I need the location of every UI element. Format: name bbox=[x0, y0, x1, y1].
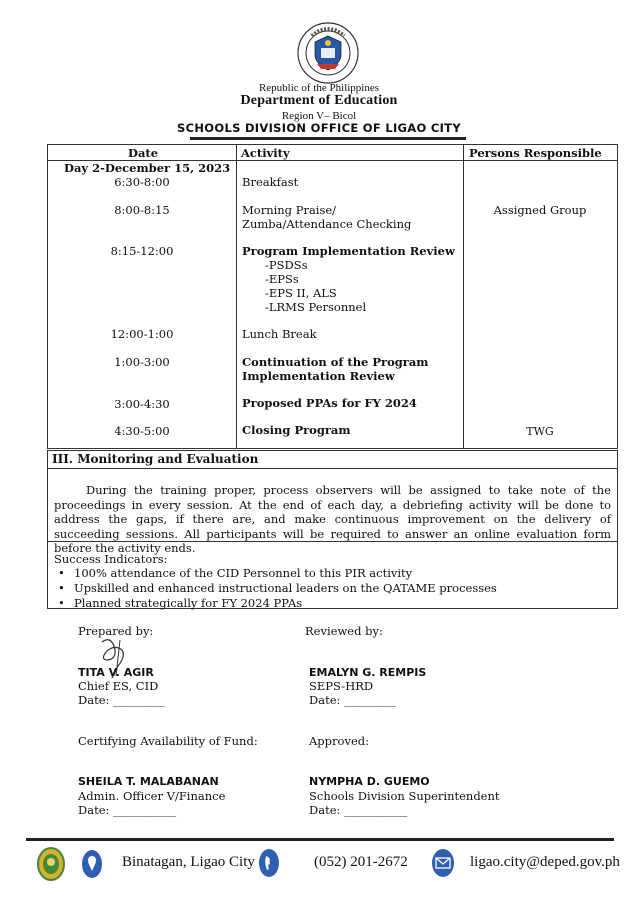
preparer-name: TITA V. AGIR bbox=[78, 666, 154, 679]
prepared-label: Prepared by: bbox=[78, 624, 154, 638]
approver-title: Schools Division Superintendent bbox=[309, 789, 500, 803]
activity-cell: Zumba/Attendance Checking bbox=[242, 217, 412, 231]
republic-line: Republic of the Philippines bbox=[258, 82, 380, 94]
indicators-label: Success Indicators: bbox=[54, 552, 168, 566]
activity-cell: Continuation of the Program bbox=[242, 355, 429, 369]
preparer-title: Chief ES, CID bbox=[78, 679, 159, 693]
schedule-table bbox=[47, 144, 618, 449]
time-cell: 8:15-12:00 bbox=[110, 244, 174, 258]
certifying-label: Certifying Availability of Fund: bbox=[78, 734, 258, 748]
activity-cell: Breakfast bbox=[242, 175, 299, 189]
preparer-date: Date: _________ bbox=[78, 693, 165, 707]
section-divider bbox=[48, 468, 617, 469]
activity-cell: Lunch Break bbox=[242, 327, 317, 341]
division-logo-icon bbox=[37, 846, 65, 882]
responsible-cell: TWG bbox=[526, 425, 554, 438]
certifier-title: Admin. Officer V/Finance bbox=[78, 789, 226, 803]
activity-subitem: -PSDSs bbox=[265, 258, 308, 272]
certifier-name: SHEILA T. MALABANAN bbox=[78, 775, 219, 788]
indicator-item: • 100% attendance of the CID Personnel to this PIR activity bbox=[74, 566, 412, 580]
indicator-item: • Planned strategically for FY 2024 PPAs bbox=[74, 596, 302, 610]
section-title: III. Monitoring and Evaluation bbox=[52, 452, 259, 466]
footer-email: ligao.city@deped.gov.ph bbox=[470, 854, 620, 870]
col-header-activity: Activity bbox=[241, 146, 290, 160]
reviewer-name: EMALYN G. REMPIS bbox=[309, 666, 427, 679]
activity-subitem: -EPS II, ALS bbox=[265, 286, 337, 300]
day-label: Day 2-December 15, 2023 bbox=[64, 161, 231, 175]
header-rule bbox=[190, 137, 466, 140]
col-header-responsible: Persons Responsible bbox=[469, 146, 602, 160]
activity-cell: Proposed PPAs for FY 2024 bbox=[242, 396, 417, 410]
approver-name: NYMPHA D. GUEMO bbox=[309, 775, 430, 788]
time-cell: 4:30-5:00 bbox=[114, 424, 170, 438]
responsible-cell: Assigned Group bbox=[493, 203, 587, 217]
approver-date: Date: ___________ bbox=[309, 803, 408, 817]
column-divider bbox=[463, 145, 464, 448]
activity-subitem: -LRMS Personnel bbox=[265, 300, 367, 314]
monitoring-paragraph: During the training proper, process observers will be assigned to take note of the proceedings in every session. At the end of each day, a debriefing activity will be done to address the gaps, if there are, and make continuous improvement on the delivery of succeeding sessions. All participants will be required to answer an online evaluation form before the activity ends. bbox=[54, 483, 611, 555]
activity-cell: Closing Program bbox=[242, 423, 351, 437]
col-header-date: Date bbox=[128, 146, 159, 160]
office-name: SCHOOLS DIVISION OFFICE OF LIGAO CITY bbox=[177, 121, 461, 135]
footer-rule bbox=[26, 838, 614, 841]
time-cell: 1:00-3:00 bbox=[114, 355, 170, 369]
column-divider bbox=[236, 145, 237, 448]
monitoring-section bbox=[47, 450, 618, 609]
activity-cell: Program Implementation Review bbox=[242, 244, 455, 258]
mail-icon bbox=[432, 849, 454, 877]
activity-cell: Morning Praise/ bbox=[242, 203, 337, 217]
location-pin-icon bbox=[82, 850, 102, 878]
activity-subitem: -EPSs bbox=[265, 272, 299, 286]
certifier-date: Date: ___________ bbox=[78, 803, 177, 817]
time-cell: 3:00-4:30 bbox=[114, 397, 170, 411]
reviewer-date: Date: _________ bbox=[309, 693, 396, 707]
phone-icon bbox=[259, 849, 279, 877]
approved-label: Approved: bbox=[309, 734, 369, 748]
deped-seal-icon bbox=[297, 22, 359, 84]
footer-phone: (052) 201-2672 bbox=[314, 854, 408, 870]
department-name: Department of Education bbox=[240, 93, 398, 108]
reviewed-label: Reviewed by: bbox=[305, 624, 383, 638]
time-cell: 12:00-1:00 bbox=[110, 327, 174, 341]
footer-address: Binatagan, Ligao City bbox=[122, 854, 255, 870]
indicator-item: • Upskilled and enhanced instructional leaders on the QATAME processes bbox=[74, 581, 497, 595]
time-cell: 8:00-8:15 bbox=[114, 203, 170, 217]
activity-cell: Implementation Review bbox=[242, 369, 395, 383]
section-divider bbox=[48, 541, 617, 542]
region-line: Region V– Bicol bbox=[281, 110, 357, 122]
time-cell: 6:30-8:00 bbox=[114, 175, 170, 189]
reviewer-title: SEPS-HRD bbox=[309, 679, 374, 693]
